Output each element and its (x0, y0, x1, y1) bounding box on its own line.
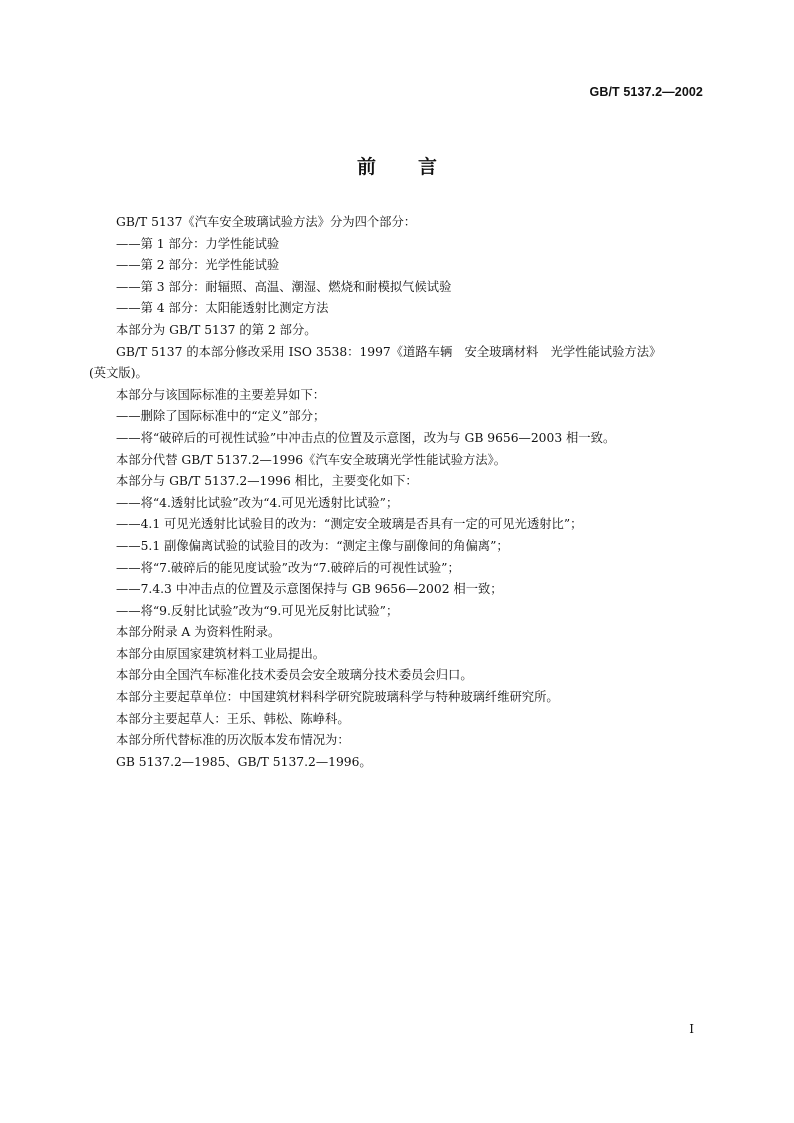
paragraph-line: 本部分与该国际标准的主要差异如下： (116, 387, 326, 402)
paragraph-line: ——第 3 部分：耐辐照、高温、潮湿、燃烧和耐模拟气候试验 (116, 279, 452, 294)
standard-code: GB/T 5137.2—2002 (589, 85, 703, 99)
paragraph-line: ——将“7.破碎后的能见度试验”改为“7.破碎后的可视性试验”； (116, 560, 460, 575)
paragraph-line: GB 5137.2—1985、GB/T 5137.2—1996。 (116, 754, 372, 769)
paragraph-line: ——4.1 可见光透射比试验目的改为：“测定安全玻璃是否具有一定的可见光透射比”； (116, 517, 583, 532)
paragraph-line: ——将“9.反射比试验”改为“9.可见光反射比试验”； (116, 603, 399, 618)
title-char-1: 前 (356, 156, 376, 178)
paragraph-line: GB/T 5137《汽车安全玻璃试验方法》分为四个部分： (116, 215, 417, 229)
paragraph-line: 本部分由原国家建筑材料工业局提出。 (116, 646, 326, 661)
paragraph-line: 本部分所代替标准的历次版本发布情况为： (116, 733, 350, 748)
paragraph-line: 本部分与 GB/T 5137.2—1996 相比，主要变化如下： (116, 474, 418, 489)
paragraph-line: ——第 4 部分：太阳能透射比测定方法 (116, 301, 329, 316)
paragraph-line: ——删除了国际标准中的“定义”部分； (116, 409, 326, 424)
paragraph-line: ——5.1 副像偏离试验的试验目的改为：“测定主像与副像间的角偏离”； (116, 538, 509, 553)
paragraph-line: 本部分为 GB/T 5137 的第 2 部分。 (116, 322, 317, 337)
paragraph-line: ——将“4.透射比试验”改为“4.可见光透射比试验”； (116, 495, 399, 510)
paragraph-line: 本部分主要起草单位：中国建筑材料科学研究院玻璃科学与特种玻璃纤维研究所。 (116, 690, 559, 705)
foreword-body (89, 212, 709, 773)
title-char-2: 言 (418, 156, 438, 178)
paragraph-line: 本部分由全国汽车标准化技术委员会安全玻璃分技术委员会归口。 (116, 668, 473, 683)
paragraph-line: 本部分附录 A 为资料性附录。 (116, 625, 281, 640)
paragraph-line: ——将“破碎后的可视性试验”中冲击点的位置及示意图，改为与 GB 9656—2003 相一致。 (116, 430, 616, 445)
paragraph-line: ——7.4.3 中冲击点的位置及示意图保持与 GB 9656—2002 相一致； (116, 582, 503, 597)
paragraph-line: 本部分主要起草人：王乐、韩松、陈峥科。 (116, 711, 350, 726)
paragraph-line: 本部分代替 GB/T 5137.2—1996《汽车安全玻璃光学性能试验方法》。 (116, 452, 507, 467)
paragraph-line: ——第 1 部分：力学性能试验 (116, 236, 280, 251)
paragraph-line: GB/T 5137 的本部分修改采用 ISO 3538：1997《道路车辆 安全玻璃材料 光学性能试验方法》 (116, 344, 662, 359)
paragraph-line: (英文版)。 (89, 366, 148, 381)
paragraph-line: ——第 2 部分：光学性能试验 (116, 258, 280, 273)
page-title (0, 152, 794, 179)
page-number: I (689, 1022, 694, 1036)
